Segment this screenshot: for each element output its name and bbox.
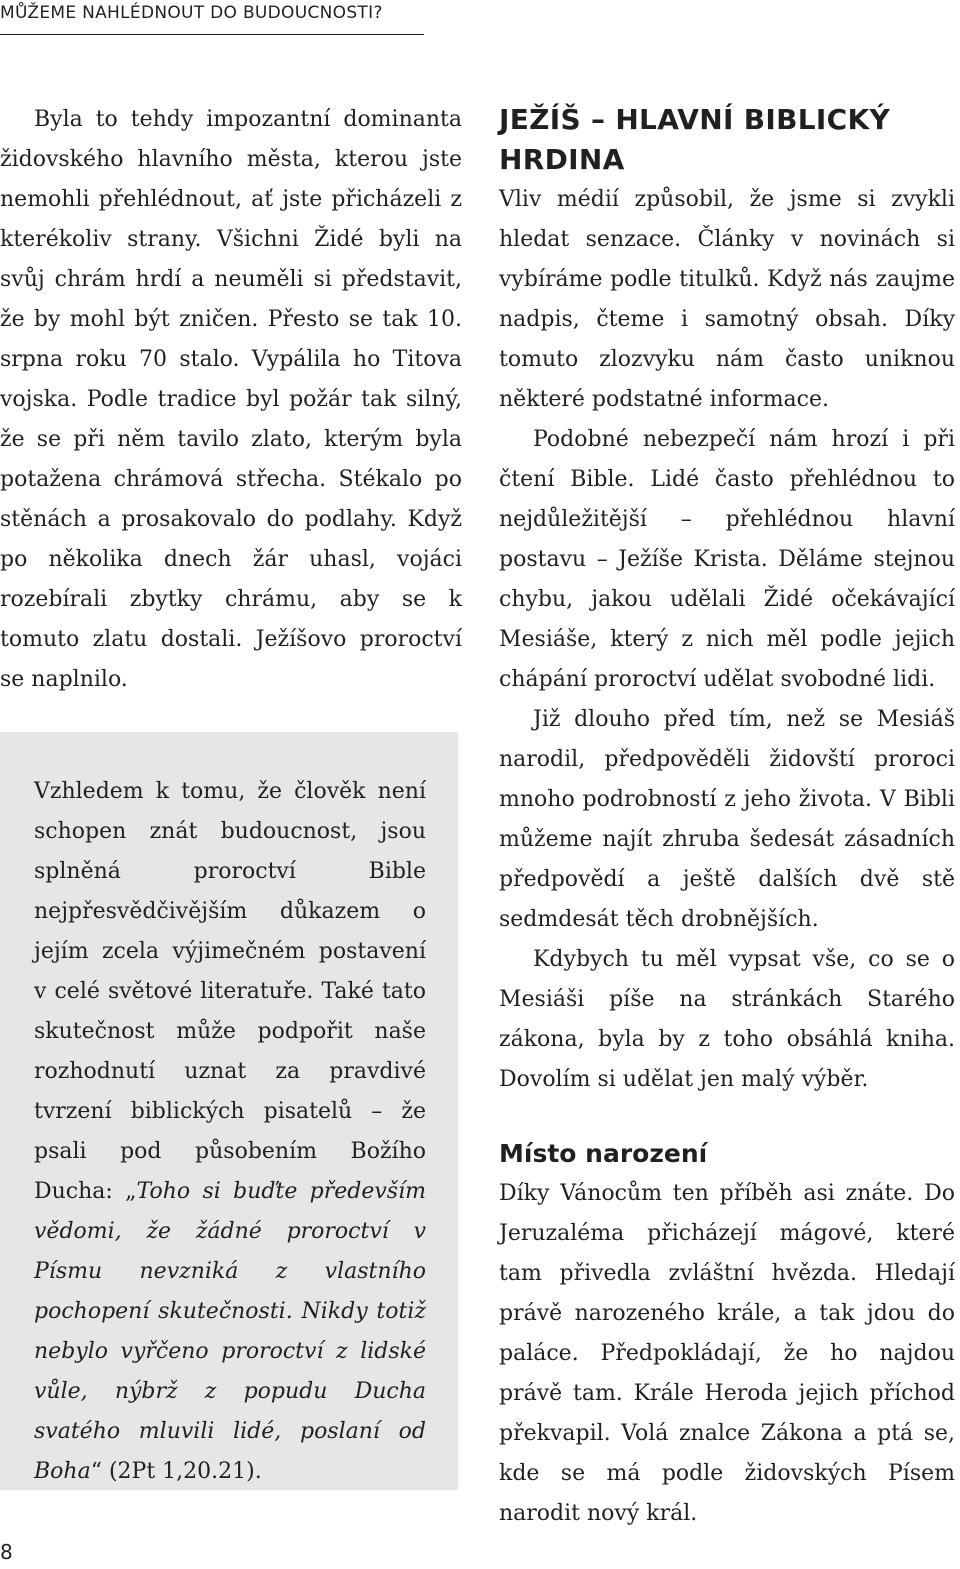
- right-paragraph-4: Kdybych tu měl vypsat vše, co se o Mesiáši píše na stránkách Starého zákona, byla by z toho obsáhlá kniha. Dovolím si udělat jen malý výběr.: [499, 947, 955, 1092]
- right-paragraph-1: Vliv médií způsobil, že jsme si zvykli hledat senzace. Články v novinách si vybíráme podle titulků. Když nás zaujme nadpis, čteme i samotný obsah. Díky tomuto zlozvyku nám často uniknou některé podstatné informace.: [499, 187, 955, 412]
- callout-text: [34, 772, 426, 1492]
- running-head-rule: [0, 34, 424, 35]
- left-paragraph: Byla to tehdy impozantní dominanta židovského hlavního města, kterou jste nemohli přehlédnout, ať jste přicházeli z kterékoliv strany. Všichni Židé byli na svůj chrám hrdí a neuměli si představit, že by mohl být zničen. Přesto se tak 10. srpna roku 70 stalo. Vypálila ho Titova vojska. Podle tradice byl požár tak silný, že se při něm tavilo zlato, kterým byla potažena chrámová střecha. Stékalo po stěnách a prosakovalo do podlahy. Když po několika dnech žár uhasl, vojáci rozebírali zbytky chrámu, aby se k tomuto zlatu dostali. Ježíšovo proroctví se naplnilo.: [0, 107, 462, 692]
- callout-text-before: Vzhledem k tomu, že člověk není schopen znát budoucnost, jsou splněná proroctví Bible nejpřesvědčivějším důkazem o jejím zcela výjimečném postavení v celé světové literatuře. Také tato skutečnost může podpořit naše rozhodnutí uznat za pravdivé tvrzení biblických pisatelů – že psali pod působením Božího Ducha: „: [34, 779, 426, 1204]
- sub-paragraph: Díky Vánocům ten příběh asi znáte. Do Jeruzaléma přicházejí mágové, které tam přivedla zvláštní hvězda. Hledají právě narozeného krále, a tak jdou do paláce. Předpokládají, že ho najdou právě tam. Krále Heroda jejich příchod překvapil. Volá znalce Zákona a ptá se, kde se má podle židovských Písem narodit nový král.: [499, 1181, 955, 1526]
- left-column: [0, 100, 462, 700]
- section-heading: JEŽÍŠ – HLAVNÍ BIBLICKÝ HRDINA: [499, 103, 891, 176]
- right-paragraph-3: Již dlouho před tím, než se Mesiáš narodil, předpověděli židovští proroci mnoho podrobností z jeho života. V Bibli můžeme najít zhruba šedesát zásadních předpovědí a ještě dalších dvě stě sedmdesát těch drobnějších.: [499, 707, 955, 932]
- callout-text-after: “ (2Pt 1,20.21).: [90, 1459, 262, 1484]
- right-column: [499, 100, 955, 1534]
- callout-quote: Toho si buďte především vědomi, že žádné proroctví v Písmu nevzniká z vlastního pochopení skutečnosti. Nikdy totiž nebylo vyřčeno proroctví z lidské vůle, nýbrž z popudu Ducha svatého mluvili lidé, poslaní od Boha: [34, 1179, 426, 1484]
- page-number: 8: [0, 1540, 13, 1564]
- right-paragraph-2: Podobné nebezpečí nám hrozí i při čtení Bible. Lidé často přehlédnou to nejdůležitější – přehlédnou hlavní postavu – Ježíše Krista. Děláme stejnou chybu, jakou udělali Židé očekávající Mesiáše, který z nich měl podle jejich chápání proroctví udělat svobodné lidi.: [499, 427, 955, 692]
- running-head: MŮŽEME NAHLÉDNOUT DO BUDOUCNOSTI?: [0, 3, 383, 23]
- callout-paragraph: [34, 772, 426, 1492]
- subheading: Místo narození: [499, 1139, 708, 1168]
